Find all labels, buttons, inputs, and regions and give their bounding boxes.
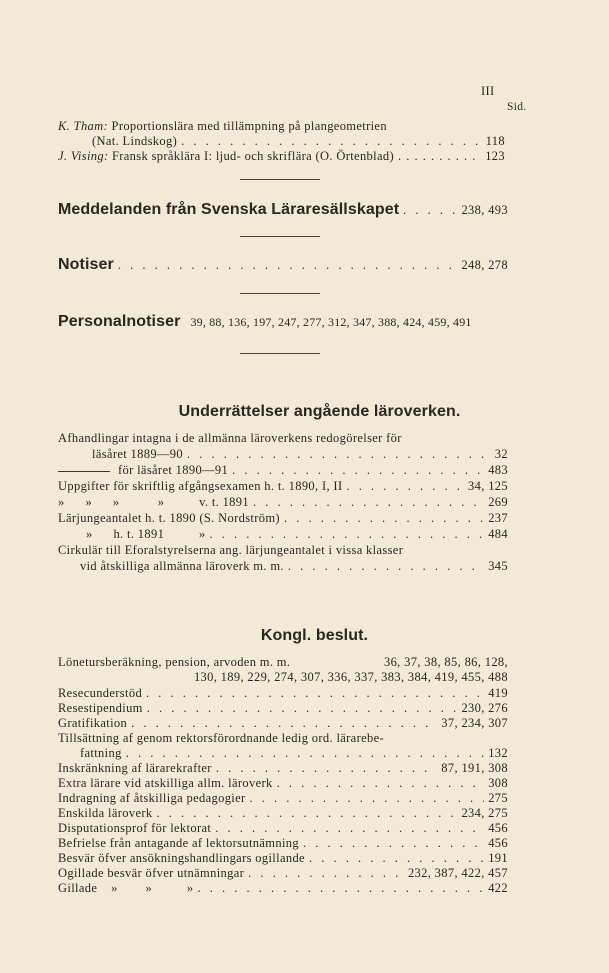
k-line: Extra lärare vid atskilliga allm. läroverk . . . 308 — [58, 776, 508, 791]
k-line: Enskilda läroverk . . . 234, 275 — [58, 806, 508, 821]
k-line: Besvär öfver ansökningshandlingars ogillande . . . 191 — [58, 851, 508, 866]
u-line: Uppgifter för skriftlig afgångsexamen h. t. 1890, I, II . . . 34, 125 — [58, 479, 508, 494]
u-line: Afhandlingar intagna i de allmänna läroverkens redogörelser för — [58, 431, 402, 445]
section-title: Notiser — [58, 256, 114, 273]
section-meddelanden — [58, 201, 508, 219]
page-number: III — [481, 84, 495, 98]
kongl-heading: Kongl. beslut. — [260, 627, 369, 644]
u-line: » » » » v. t. 1891 . . . 269 — [58, 495, 508, 510]
entry-cont: (Nat. Lindskog) — [92, 134, 178, 148]
k-line: 130, 189, 229, 274, 307, 336, 337, 383, 384, 419, 455, 488 — [193, 670, 508, 684]
divider — [240, 293, 320, 294]
k-line: Tillsättning af genom rektorsförordnande ledig ord. lärarebe- — [58, 731, 385, 745]
section-personalnotiser — [58, 313, 508, 331]
k-line: fattning . . . 132 — [80, 746, 508, 761]
divider — [240, 236, 320, 237]
ditto-dash — [58, 471, 110, 472]
divider — [240, 179, 320, 180]
underrattelser-heading: Underrättelser angående läroverken. — [178, 403, 461, 420]
section-title: Personalnotiser — [58, 313, 181, 330]
entry-author: J. Vising: — [58, 149, 109, 163]
k-line: Resestipendium . . . 230, 276 — [58, 701, 508, 716]
k-line: Ogillade besvär öfver utnämningar . . . 232, 387, 422, 457 — [58, 866, 508, 881]
entry-tham — [58, 119, 480, 134]
k-line: Inskränkning af lärarekrafter . . . 87, 191, 308 — [58, 761, 508, 776]
k-line: Gratifikation . . . 37, 234, 307 — [58, 716, 508, 731]
k-line: Befrielse från antagande af lektorsutnämning . . . 456 — [58, 836, 508, 851]
k-line: Disputationsprof för lektorat . . . 456 — [58, 821, 508, 836]
entry-title: Proportionslära med tillämpning på plangeometrien — [111, 119, 387, 133]
k-line: Lönetursberäkning, pension, arvoden m. m. 36, 37, 38, 85, 86, 128, — [58, 655, 508, 669]
section-pages: 238, 493 — [461, 203, 508, 217]
u-line: för läsåret 1890—91 . . . 483 — [58, 463, 508, 478]
u-line: Cirkulär till Eforalstyrelserna ang. lärjungeantalet i vissa klasser — [58, 543, 404, 557]
entry-tham-cont — [92, 134, 505, 149]
k-line: Indragning af åtskilliga pedagogier . . . 275 — [58, 791, 508, 806]
entry-page: 118 — [485, 134, 505, 148]
section-pages: 39, 88, 136, 197, 247, 277, 312, 347, 388, 424, 459, 491 — [190, 315, 472, 329]
u-line: Lärjungeantalet h. t. 1890 (S. Nordström) . . . 237 — [58, 511, 508, 526]
section-pages: 248, 278 — [461, 258, 508, 272]
entry-title: Fransk språklära I: ljud- och skriflära (O. Örtenblad) — [111, 149, 394, 163]
u-line: läsåret 1889—90 . . . 32 — [92, 447, 508, 462]
entry-vising — [58, 149, 505, 164]
k-line: Gillade » » » . . . 422 — [58, 881, 508, 896]
entry-author: K. Tham: — [58, 119, 109, 133]
section-notiser — [58, 256, 508, 274]
section-title: Meddelanden från Svenska Läraresällskapet — [58, 201, 400, 218]
u-line: vid åtskilliga allmänna läroverk m. m. . . . 345 — [80, 559, 508, 574]
u-line: » h. t. 1891 » . . . 484 — [58, 527, 508, 542]
sid-label: Sid. — [507, 101, 527, 113]
entry-page: 123 — [485, 149, 505, 163]
k-line: Resecunderstöd . . . 419 — [58, 686, 508, 701]
divider — [240, 353, 320, 354]
